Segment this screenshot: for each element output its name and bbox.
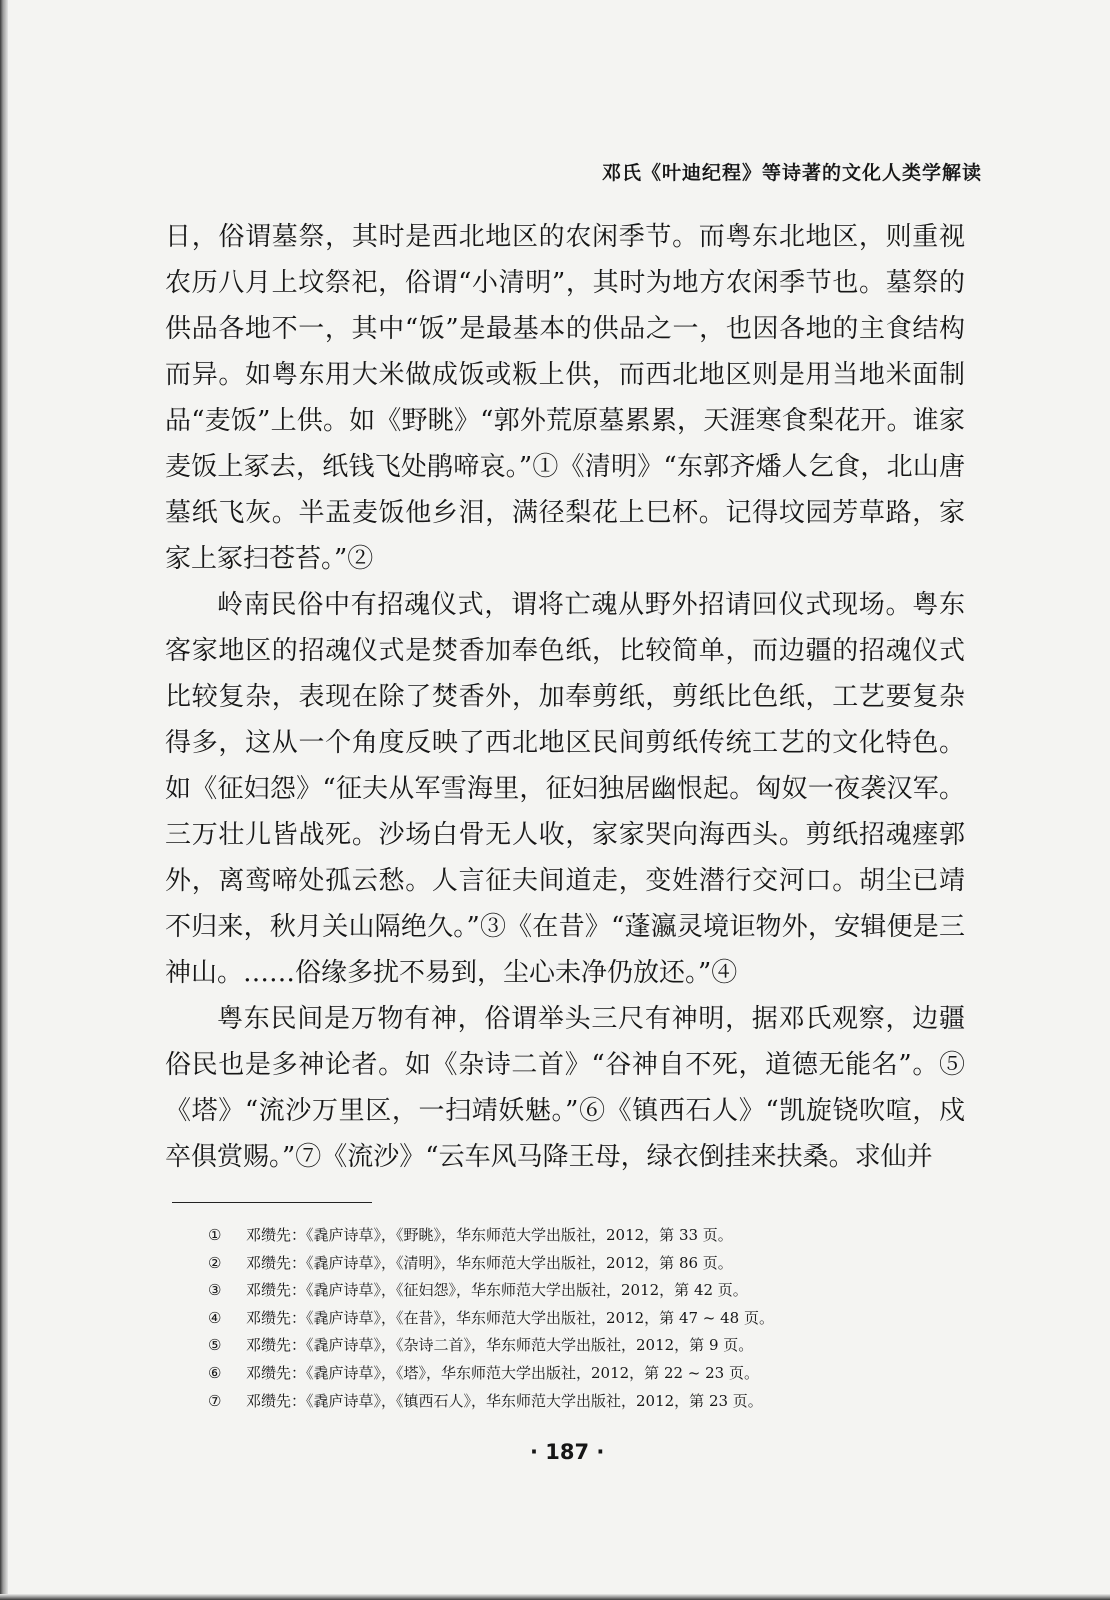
footnote xyxy=(208,1332,908,1360)
footnote-text: 邓缵先：《毳庐诗草》，《杂诗二首》，华东师范大学出版社，2012，第 9 页。 xyxy=(246,1336,754,1355)
footnote-mark: ① xyxy=(208,1226,222,1244)
running-header: 邓氏《叶迪纪程》等诗著的文化人类学解读 xyxy=(601,162,982,184)
page-number: · 187 · xyxy=(530,1440,605,1464)
body-text xyxy=(165,214,965,1180)
paragraph: 岭南民俗中有招魂仪式，谓将亡魂从野外招请回仪式现场。粤东客家地区的招魂仪式是焚香加奉色纸，比较简单，而边疆的招魂仪式比较复杂，表现在除了焚香外，加奉剪纸，剪纸比色纸，工艺要复杂得多，这从一个角度反映了西北地区民间剪纸传统工艺的文化特色。如《征妇怨》“征夫从军雪海里，征妇独居幽恨起。匈奴一夜袭汉军。三万壮儿皆战死。沙场白骨无人收，家家哭向海西头。剪纸招魂瘗郭外，离鸾啼处孤云愁。人言征夫间道走，变姓潜行交河口。胡尘已靖不归来，秋月关山隔绝久。”③《在昔》“蓬瀛灵境讵物外，安辑便是三神山。……俗缘多扰不易到，尘心未净仍放还。”④ xyxy=(165,590,965,988)
footnote-text: 邓缵先：《毳庐诗草》，《镇西石人》，华东师范大学出版社，2012，第 23 页。 xyxy=(246,1391,763,1410)
paragraph: 粤东民间是万物有神，俗谓举头三尺有神明，据邓氏观察，边疆俗民也是多神论者。如《杂诗二首》“谷神自不死，道德无能名”。⑤《塔》“流沙万里区，一扫靖妖魅。”⑥《镇西石人》“凯旋铙吹喧，戍卒俱赏赐。”⑦《流沙》“云车风马降王母，绿衣倒挂来扶桑。求仙并 xyxy=(165,1004,965,1172)
footnote xyxy=(208,1305,908,1333)
footnote xyxy=(208,1250,908,1278)
footnote-mark: ⑥ xyxy=(208,1363,222,1382)
footnote xyxy=(208,1222,908,1250)
footnote xyxy=(208,1277,908,1305)
footnote-mark: ② xyxy=(208,1253,222,1272)
scan-left-edge xyxy=(0,0,8,1600)
footnote-text: 邓缵先：《毳庐诗草》，《在昔》，华东师范大学出版社，2012，第 47 ~ 48 页。 xyxy=(246,1308,774,1327)
scan-bottom-edge xyxy=(0,1594,1110,1600)
paragraph: 日，俗谓墓祭，其时是西北地区的农闲季节。而粤东北地区，则重视农历八月上坟祭祀，俗谓“小清明”，其时为地方农闲季节也。墓祭的供品各地不一，其中“饭”是最基本的供品之一，也因各地的主食结构而异。如粤东用大米做成饭或粄上供，而西北地区则是用当地米面制品“麦饭”上供。如《野眺》“郭外荒原墓累累，天涯寒食梨花开。谁家麦饭上冢去，纸钱飞处鹃啼哀。”①《清明》“东郭齐燔人乞食，北山唐墓纸飞灰。半盂麦饭他乡泪，满径梨花上巳杯。记得坟园芳草路，家家上冢扫苍苔。”② xyxy=(165,222,965,574)
footnote-mark: ④ xyxy=(208,1308,222,1327)
footnote-text: 邓缵先：《毳庐诗草》，《清明》，华东师范大学出版社，2012，第 86 页。 xyxy=(246,1253,733,1272)
footnote-mark: ⑦ xyxy=(208,1391,222,1410)
footnote-separator xyxy=(172,1202,372,1203)
footnote-mark: ⑤ xyxy=(208,1336,222,1355)
footnote xyxy=(208,1388,908,1416)
footnote-text: 邓缵先：《毳庐诗草》，《塔》，华东师范大学出版社，2012，第 22 ~ 23 页。 xyxy=(246,1363,759,1382)
footnote xyxy=(208,1360,908,1388)
footnote-mark: ③ xyxy=(208,1281,222,1300)
footnote-text: 邓缵先：《毳庐诗草》，《野眺》，华东师范大学出版社，2012，第 33 页。 xyxy=(246,1226,733,1244)
footnote-list xyxy=(208,1222,908,1415)
footnote-text: 邓缵先：《毳庐诗草》，《征妇怨》，华东师范大学出版社，2012，第 42 页。 xyxy=(246,1281,748,1300)
